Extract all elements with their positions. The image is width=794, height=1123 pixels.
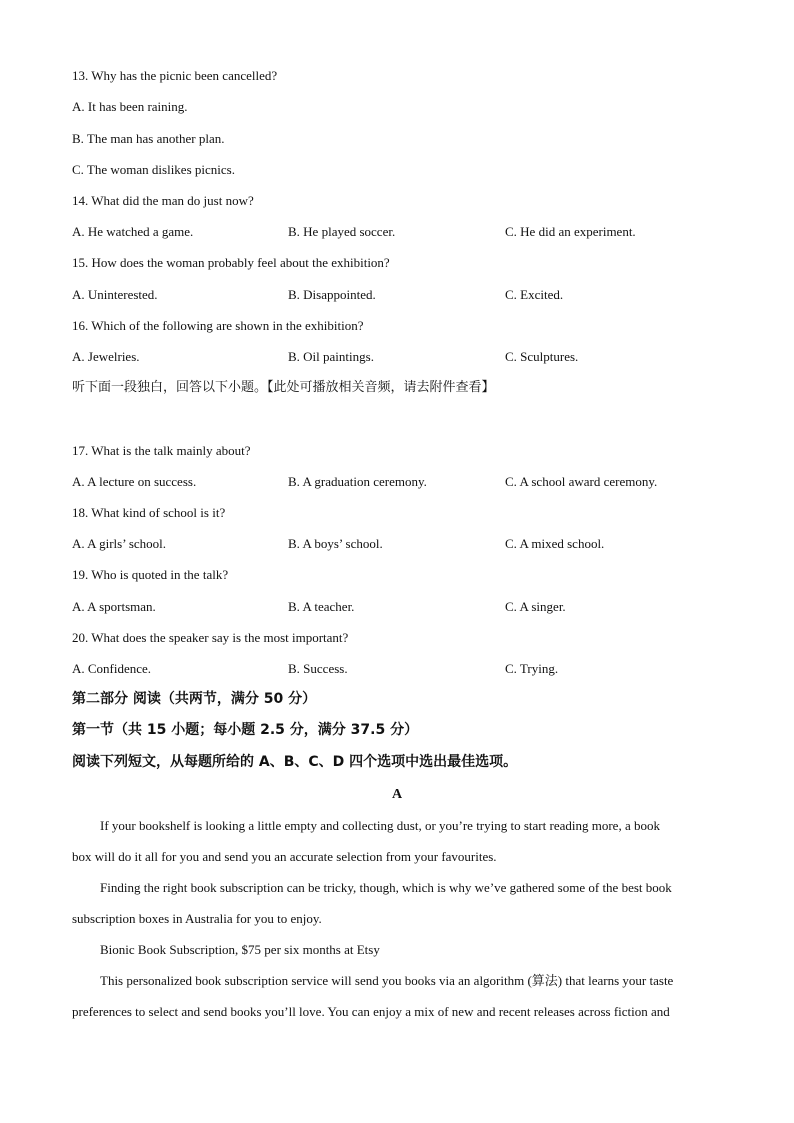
question-17-option-c: C. A school award ceremony.	[505, 474, 658, 489]
question-19-options	[0, 599, 794, 615]
passage-subheading: Bionic Book Subscription, $75 per six months at Etsy	[100, 942, 380, 957]
question-19-stem: 19. Who is quoted in the talk?	[72, 567, 229, 582]
paragraph-2-line-1: Finding the right book subscription can be tricky, though, which is why we’ve gathered some of the best book	[100, 880, 672, 895]
paragraph-3-line-1: This personalized book subscription service will send you books via an algorithm (算法) that learns your taste	[100, 973, 674, 988]
question-16-stem: 16. Which of the following are shown in the exhibition?	[72, 318, 364, 333]
listening-instruction: 听下面一段独白，回答以下小题。【此处可播放相关音频，请去附件查看】	[72, 380, 495, 395]
paragraph-1-line-2: box will do it all for you and send you an accurate selection from your favourites.	[72, 849, 497, 864]
question-19-option-b: B. A teacher.	[288, 599, 355, 614]
question-18-option-b: B. A boys’ school.	[288, 536, 383, 551]
question-18-options	[0, 536, 794, 552]
question-14-options	[0, 224, 794, 240]
question-17-option-b: B. A graduation ceremony.	[288, 474, 427, 489]
question-20-options	[0, 661, 794, 677]
question-16-option-c: C. Sculptures.	[505, 349, 579, 364]
paragraph-1-line-1: If your bookshelf is looking a little empty and collecting dust, or you’re trying to start reading more, a book	[100, 818, 660, 833]
question-14-option-a: A. He watched a game.	[72, 224, 194, 239]
part-two-title: 第二部分 阅读（共两节，满分 50 分）	[72, 691, 317, 707]
question-13-stem: 13. Why has the picnic been cancelled?	[72, 68, 278, 83]
question-18-option-c: C. A mixed school.	[505, 536, 605, 551]
question-16-options	[0, 349, 794, 365]
question-15-options	[0, 287, 794, 303]
question-14-stem: 14. What did the man do just now?	[72, 193, 254, 208]
question-14-option-c: C. He did an experiment.	[505, 224, 636, 239]
question-15-option-c: C. Excited.	[505, 287, 564, 302]
question-19-option-a: A. A sportsman.	[72, 599, 156, 614]
question-13-option-a: A. It has been raining.	[72, 99, 188, 114]
question-16-option-a: A. Jewelries.	[72, 349, 140, 364]
question-14-option-b: B. He played soccer.	[288, 224, 396, 239]
question-16-option-b: B. Oil paintings.	[288, 349, 374, 364]
question-18-stem: 18. What kind of school is it?	[72, 505, 226, 520]
paragraph-3-line-2: preferences to select and send books you’ll love. You can enjoy a mix of new and recent releases across fiction and	[72, 1004, 670, 1019]
question-19-option-c: C. A singer.	[505, 599, 566, 614]
question-17-options	[0, 474, 794, 490]
section-one-title: 第一节（共 15 小题；每小题 2.5 分，满分 37.5 分）	[72, 722, 419, 738]
question-13-option-c: C. The woman dislikes picnics.	[72, 162, 235, 177]
question-17-option-a: A. A lecture on success.	[72, 474, 197, 489]
question-17-stem: 17. What is the talk mainly about?	[72, 443, 251, 458]
question-15-option-b: B. Disappointed.	[288, 287, 376, 302]
question-13-option-b: B. The man has another plan.	[72, 131, 225, 146]
question-20-option-a: A. Confidence.	[72, 661, 152, 676]
question-15-stem: 15. How does the woman probably feel about the exhibition?	[72, 255, 390, 270]
question-15-option-a: A. Uninterested.	[72, 287, 158, 302]
passage-label: A	[391, 787, 403, 802]
reading-directions: 阅读下列短文，从每题所给的 A、B、C、D 四个选项中选出最佳选项。	[72, 754, 518, 770]
question-20-option-b: B. Success.	[288, 661, 348, 676]
question-18-option-a: A. A girls’ school.	[72, 536, 167, 551]
question-20-option-c: C. Trying.	[505, 661, 559, 676]
question-20-stem: 20. What does the speaker say is the most important?	[72, 630, 349, 645]
paragraph-2-line-2: subscription boxes in Australia for you to enjoy.	[72, 911, 322, 926]
